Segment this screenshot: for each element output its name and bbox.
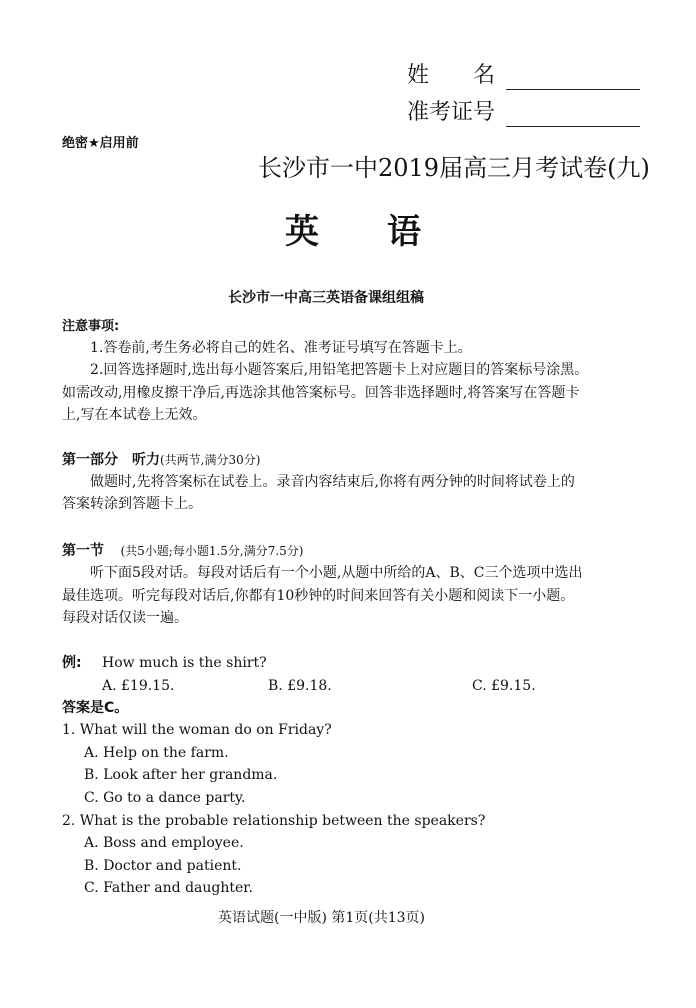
- example-option-c: C. £9.15.: [472, 678, 536, 694]
- part1-para-line-2: 答案转涂到答题卡上。: [62, 496, 202, 512]
- section1-para-line-1: 听下面5段对话。每段对话后有一个小题,从题中所给的A、B、C三个选项中选出: [90, 565, 583, 581]
- author-line: 长沙市一中高三英语备课组组稿: [228, 290, 424, 306]
- name-label: 姓 名: [407, 63, 496, 88]
- example-option-a: A. £19.15.: [102, 678, 175, 694]
- id-label: 准考证号: [407, 100, 496, 125]
- part1-heading-text: 第一部分 听力: [62, 452, 160, 468]
- question-2-text: 2. What is the probable relationship between the speakers?: [62, 813, 486, 829]
- id-field: [407, 99, 640, 127]
- question-1-option-c: C. Go to a dance party.: [84, 790, 246, 806]
- notice-heading: 注意事项:: [62, 319, 120, 334]
- subject-title: 英 语: [285, 212, 421, 252]
- question-2-option-a: A. Boss and employee.: [84, 835, 244, 851]
- section1-heading: [62, 540, 303, 562]
- section1-para-line-3: 每段对话仅读一遍。: [62, 610, 188, 626]
- notice-item-2-line-3: 上,写在本试卷上无效。: [62, 407, 207, 423]
- page-footer: 英语试题(一中版) 第1页(共13页): [218, 910, 426, 926]
- example-label: 例:: [62, 655, 82, 671]
- part1-para-line-1: 做题时,先将答案标在试卷上。录音内容结束后,你将有两分钟的时间将试卷上的: [90, 474, 575, 490]
- name-field: [407, 62, 640, 90]
- section1-para-line-2: 最佳选项。听完每段对话后,你都有10秒钟的时间来回答有关小题和阅读下一小题。: [62, 588, 575, 604]
- exam-title: 长沙市一中2019届高三月考试卷(九): [258, 154, 650, 182]
- id-blank-line: [506, 104, 640, 127]
- section1-heading-text: 第一节: [62, 543, 104, 559]
- question-1-option-b: B. Look after her grandma.: [84, 767, 278, 783]
- name-blank-line: [506, 67, 640, 90]
- part1-heading-note: (共两节,满分30分): [160, 453, 261, 467]
- part1-heading: [62, 449, 260, 471]
- question-1-option-a: A. Help on the farm.: [84, 745, 229, 761]
- question-2-option-b: B. Doctor and patient.: [84, 858, 242, 874]
- notice-item-1: 1.答卷前,考生务必将自己的姓名、准考证号填写在答题卡上。: [90, 340, 472, 356]
- section1-heading-note: (共5小题;每小题1.5分,满分7.5分): [120, 544, 304, 558]
- notice-item-2-line-2: 如需改动,用橡皮擦干净后,再选涂其他答案标号。回答非选择题时,将答案写在答题卡: [62, 385, 580, 401]
- example-option-b: B. £9.18.: [268, 678, 332, 694]
- notice-item-2-line-1: 2.回答选择题时,选出每小题答案后,用铅笔把答题卡上对应题目的答案标号涂黑。: [90, 362, 589, 378]
- example-question: How much is the shirt?: [102, 655, 267, 671]
- question-1-text: 1. What will the woman do on Friday?: [62, 722, 332, 738]
- example-answer: 答案是C。: [62, 700, 129, 716]
- question-2-option-c: C. Father and daughter.: [84, 880, 253, 896]
- secret-label: 绝密★启用前: [62, 136, 139, 151]
